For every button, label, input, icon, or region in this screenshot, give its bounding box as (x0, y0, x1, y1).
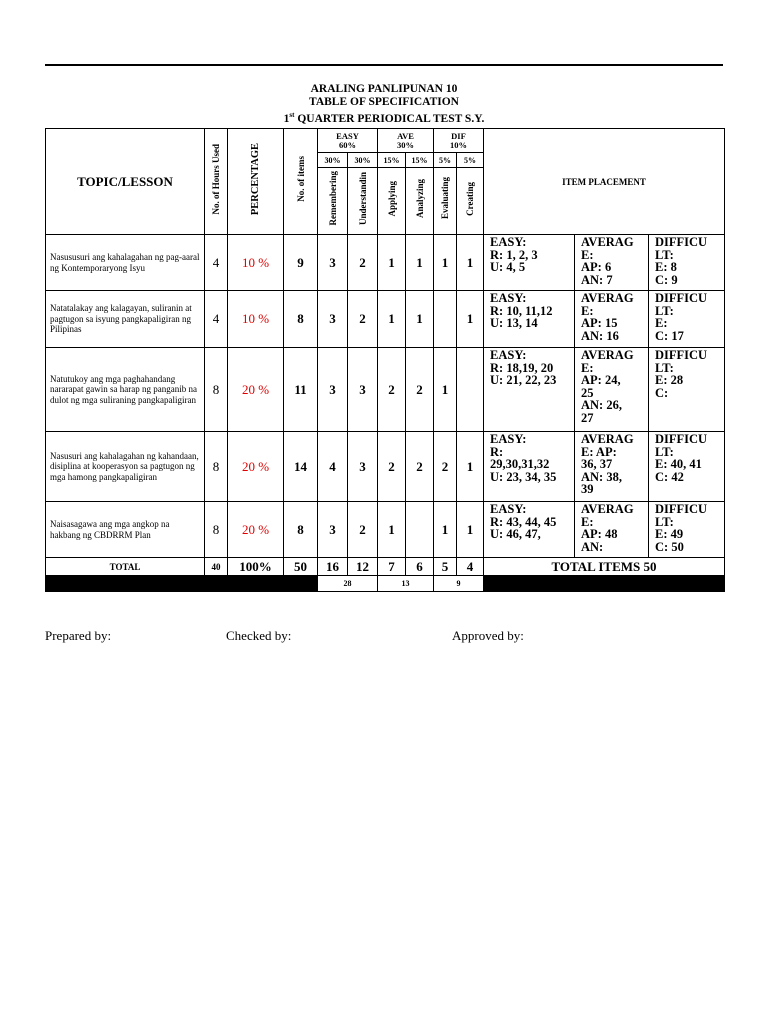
difficult-placement-cell (649, 235, 725, 291)
placement-line: EASY: (490, 502, 527, 516)
placement-line: DIFFICU (655, 432, 708, 446)
applying-cell: 1 (378, 235, 406, 291)
remembering-cell: 4 (318, 432, 348, 502)
evaluating-cell: 1 (434, 348, 457, 432)
placement-line: E: 28 (655, 373, 684, 387)
remembering-header: Remembering (318, 168, 348, 235)
placement-line: R: (490, 444, 504, 459)
items-cell: 9 (284, 235, 318, 291)
quarter-text: QUARTER PERIODICAL TEST S.Y. (294, 112, 485, 125)
items-cell: 8 (284, 502, 318, 558)
understanding-cell: 3 (348, 348, 378, 432)
evaluating-cell (434, 291, 457, 348)
understanding-cell: 3 (348, 432, 378, 502)
placement-line: C: (655, 385, 669, 400)
creating-cell: 1 (457, 291, 484, 348)
placement-line: AP: 24, (581, 373, 621, 387)
placement-line: R: 10, 11,12 (490, 303, 553, 318)
placement-line: LT: (655, 247, 674, 262)
placement-line: E: (581, 514, 594, 529)
creating-cell: 1 (457, 432, 484, 502)
understanding-cell: 2 (348, 235, 378, 291)
placement-line: U: 4, 5 (490, 260, 526, 274)
difficult-placement-cell (649, 432, 725, 502)
placement-line: AVERAG (581, 432, 634, 446)
analyzing-cell: 2 (406, 432, 434, 502)
analyzing-cell: 1 (406, 235, 434, 291)
analyzing-header: Analyzing (406, 168, 434, 235)
placement-line: E: (655, 316, 668, 330)
placement-line: 25 (581, 385, 594, 400)
items-column-header: No. of items (284, 129, 318, 235)
placement-line: DIFFICU (655, 291, 708, 305)
placement-line: U: 13, 14 (490, 316, 538, 330)
items-cell: 11 (284, 348, 318, 432)
easy-placement-cell (484, 348, 575, 432)
easy-group-header: EASY 60% (318, 129, 378, 153)
placement-line: U: 46, 47, (490, 527, 541, 541)
table-row (46, 502, 725, 558)
total-percentage: 100% (228, 558, 284, 576)
topic-cell: Nasusuri ang kahalagahan ng kahandaan, disiplina at kooperasyon sa pagtugon ng mga hamong pangkapaligiran (46, 432, 205, 502)
placement-line: AP: 15 (581, 316, 618, 330)
placement-line: AP: 48 (581, 527, 618, 541)
placement-line: E: (581, 247, 594, 262)
placement-line: LT: (655, 360, 674, 375)
hours-cell: 8 (205, 348, 228, 432)
analyzing-cell: 1 (406, 291, 434, 348)
quarter-number: 1 (283, 112, 290, 125)
topic-cell: Naisasagawa ang mga angkop na hakbang ng CBDRRM Plan (46, 502, 205, 558)
placement-line: AVERAG (581, 348, 634, 362)
total-analyzing: 6 (406, 558, 434, 576)
evaluating-cell: 1 (434, 235, 457, 291)
placement-line: AVERAG (581, 235, 634, 249)
remembering-cell: 3 (318, 235, 348, 291)
understanding-cell: 2 (348, 502, 378, 558)
hours-cell: 8 (205, 502, 228, 558)
applying-header: Applying (378, 168, 406, 235)
percentage-cell: 10 % (228, 291, 284, 348)
placement-line: C: 17 (655, 328, 684, 343)
evaluating-header: Evaluating (434, 168, 457, 235)
specification-table (45, 128, 725, 592)
prepared-by-label: Prepared by: (45, 628, 112, 643)
placement-line: E: 40, 41 (655, 457, 702, 471)
placement-line: 36, 37 (581, 457, 613, 471)
placement-line: AVERAG (581, 502, 634, 516)
black-bar-right (484, 576, 725, 592)
applying-cell: 1 (378, 502, 406, 558)
total-items-placement: TOTAL ITEMS 50 (484, 558, 725, 576)
topic-cell: Natutukoy ang mga paghahandang nararapat gawin sa harap ng panganib na dulot ng mga suliraning pangkapaligiran (46, 348, 205, 432)
items-cell: 8 (284, 291, 318, 348)
quarter-suffix: st (289, 111, 295, 119)
creating-cell: 1 (457, 235, 484, 291)
creating-header: Creating (457, 168, 484, 235)
title-quarter (45, 109, 723, 126)
placement-line: EASY: (490, 235, 527, 249)
total-remembering: 16 (318, 558, 348, 576)
placement-line: DIFFICU (655, 235, 708, 249)
checked-by-label: Checked by: (226, 628, 292, 643)
creating-cell: 1 (457, 502, 484, 558)
percentage-cell: 20 % (228, 348, 284, 432)
placement-line: U: 21, 22, 23 (490, 373, 557, 387)
items-cell: 14 (284, 432, 318, 502)
percentage-cell: 20 % (228, 502, 284, 558)
evaluating-pct: 5% (434, 153, 457, 168)
difficult-placement-cell (649, 291, 725, 348)
placement-line: R: 1, 2, 3 (490, 247, 538, 262)
total-items: 50 (284, 558, 318, 576)
placement-line: C: 42 (655, 469, 684, 484)
analyzing-cell (406, 502, 434, 558)
document-header (45, 83, 723, 126)
table-body (46, 235, 725, 558)
creating-pct: 5% (457, 153, 484, 168)
remembering-cell: 3 (318, 348, 348, 432)
evaluating-cell: 2 (434, 432, 457, 502)
average-subtotal: 13 (378, 576, 434, 592)
placement-line: E: (581, 303, 594, 318)
placement-line: C: 50 (655, 539, 684, 554)
applying-pct: 15% (378, 153, 406, 168)
total-evaluating: 5 (434, 558, 457, 576)
top-rule (45, 64, 723, 66)
placement-line: 39 (581, 482, 594, 496)
understanding-cell: 2 (348, 291, 378, 348)
easy-placement-cell (484, 432, 575, 502)
title-subject: ARALING PANLIPUNAN 10 (310, 83, 458, 95)
placement-line: AP: 6 (581, 260, 612, 274)
difficult-placement-cell (649, 348, 725, 432)
average-placement-cell (575, 291, 649, 348)
topic-column-header: TOPIC/LESSON (46, 129, 205, 235)
understanding-header: Understandin (348, 168, 378, 235)
placement-line: E: 49 (655, 527, 684, 541)
topic-cell: Nasususuri ang kahalagahan ng pag-aaral ng Kontemporaryong Isyu (46, 235, 205, 291)
item-placement-header: ITEM PLACEMENT (484, 129, 725, 235)
placement-line: EASY: (490, 348, 527, 362)
placement-line: DIFFICU (655, 502, 708, 516)
percentage-cell: 20 % (228, 432, 284, 502)
placement-line: 27 (581, 410, 594, 425)
percentage-column-header: PERCENTAGE (228, 129, 284, 235)
placement-line: AN: 7 (581, 272, 613, 287)
placement-line: DIFFICU (655, 348, 708, 362)
applying-cell: 2 (378, 432, 406, 502)
placement-line: 29,30,31,32 (490, 457, 550, 471)
table-row (46, 235, 725, 291)
table-row (46, 348, 725, 432)
hours-cell: 8 (205, 432, 228, 502)
placement-line: E: (581, 360, 594, 375)
easy-placement-cell (484, 291, 575, 348)
table-row (46, 291, 725, 348)
placement-line: C: 9 (655, 272, 678, 287)
approved-by-label: Approved by: (452, 628, 524, 643)
remembering-pct: 30% (318, 153, 348, 168)
difficult-group-header: DIF 10% (434, 129, 484, 153)
easy-subtotal: 28 (318, 576, 378, 592)
average-placement-cell (575, 502, 649, 558)
placement-line: AN: 16 (581, 328, 619, 343)
average-placement-cell (575, 235, 649, 291)
total-creating: 4 (457, 558, 484, 576)
remembering-cell: 3 (318, 291, 348, 348)
placement-line: U: 23, 34, 35 (490, 469, 557, 484)
total-label: TOTAL (46, 558, 205, 576)
applying-cell: 2 (378, 348, 406, 432)
placement-line: LT: (655, 514, 674, 529)
average-placement-cell (575, 348, 649, 432)
average-placement-cell (575, 432, 649, 502)
hours-column-header: No. of Hours Used (205, 129, 228, 235)
placement-line: E: AP: (581, 444, 617, 459)
total-hours: 40 (205, 558, 228, 576)
placement-line: LT: (655, 444, 674, 459)
easy-placement-cell (484, 235, 575, 291)
topic-cell: Natatalakay ang kalagayan, suliranin at pagtugon sa isyung pangkapaligiran ng Pilipinas (46, 291, 205, 348)
remembering-cell: 3 (318, 502, 348, 558)
applying-cell: 1 (378, 291, 406, 348)
average-group-header: AVE 30% (378, 129, 434, 153)
analyzing-cell: 2 (406, 348, 434, 432)
understanding-pct: 30% (348, 153, 378, 168)
placement-line: LT: (655, 303, 674, 318)
analyzing-pct: 15% (406, 153, 434, 168)
placement-line: E: 8 (655, 260, 677, 274)
title-tos: TABLE OF SPECIFICATION (309, 96, 459, 108)
percentage-cell: 10 % (228, 235, 284, 291)
difficult-placement-cell (649, 502, 725, 558)
placement-line: R: 18,19, 20 (490, 360, 554, 375)
black-bar-left (46, 576, 318, 592)
placement-line: EASY: (490, 291, 527, 305)
placement-line: AN: (581, 539, 604, 554)
hours-cell: 4 (205, 291, 228, 348)
table-row (46, 432, 725, 502)
placement-line: AN: 26, (581, 398, 622, 412)
creating-cell (457, 348, 484, 432)
total-applying: 7 (378, 558, 406, 576)
difficult-subtotal: 9 (434, 576, 484, 592)
placement-line: R: 43, 44, 45 (490, 514, 557, 529)
hours-cell: 4 (205, 235, 228, 291)
placement-line: EASY: (490, 432, 527, 446)
evaluating-cell: 1 (434, 502, 457, 558)
placement-line: AVERAG (581, 291, 634, 305)
total-understanding: 12 (348, 558, 378, 576)
placement-line: AN: 38, (581, 469, 622, 484)
easy-placement-cell (484, 502, 575, 558)
